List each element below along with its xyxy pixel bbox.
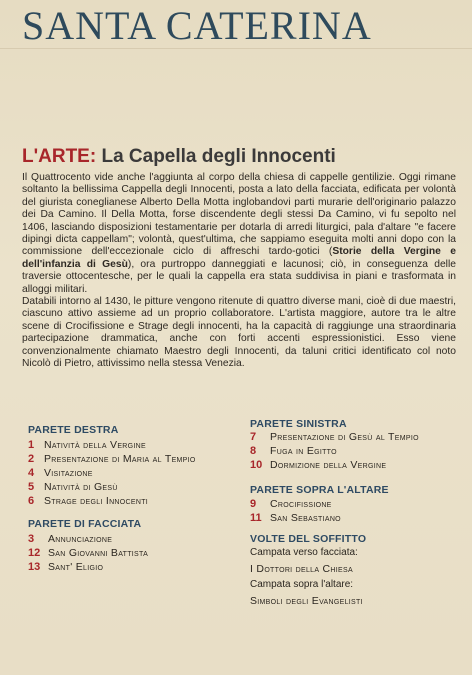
- list-item: [250, 497, 341, 511]
- item-label: Dormizione della Vergine: [270, 459, 387, 471]
- title-divider: [0, 48, 472, 49]
- item-number: 5: [28, 481, 35, 493]
- item-label: Fuga in Egitto: [270, 445, 337, 457]
- history-text-bold: Storie della Vergine e dell'infanzia di Gesù: [22, 246, 456, 270]
- volte-line: Campata sopra l'altare:: [250, 579, 354, 590]
- parete-destra-list: [28, 438, 196, 508]
- history-paragraph: [22, 172, 456, 296]
- list-item: [250, 458, 419, 472]
- item-label: Annunciazione: [48, 533, 113, 545]
- list-item: [28, 438, 196, 452]
- section-title-text: La Capella degli Innocenti: [96, 146, 336, 167]
- parete-altare-heading: PARETE SOPRA L'ALTARE: [250, 484, 389, 496]
- list-item: [28, 560, 148, 574]
- item-label: Presentazione di Gesù al Tempio: [270, 431, 419, 443]
- list-item: [250, 444, 419, 458]
- volte-line: Simboli degli Evangelisti: [250, 595, 363, 607]
- list-item: [28, 494, 196, 508]
- item-label: Natività della Vergine: [44, 439, 146, 451]
- parete-destra-heading: PARETE DESTRA: [28, 424, 119, 436]
- item-number: 6: [28, 495, 35, 507]
- item-number: 3: [28, 533, 35, 545]
- volte-line: Campata verso facciata:: [250, 547, 358, 558]
- parete-sinistra-heading: PARETE SINISTRA: [250, 418, 347, 430]
- history-text-1: Il Quattrocento vide anche l'aggiunta al corpo della chiesa di cappelle gentilizie. Oggi rimane soltanto la bellissima Cappella degli Innocenti, posta a lato della facciata, edificata per volontà del giurista coneglianese Alberto Della Motta inglobandovi parti murarie dell'originario palazzo dei Da Camino. Il Della Motta, forse discendente degli stessi Da Camino, vi fu sepolto nel 1406, lasciando disposizioni testamentarie per dotarla di arredi liturgici, pala d'altare "e facere dipingi dicta cappellam"; volontà, quest'ultima, che sappiamo eseguita molti anni dopo con la commissione dell'eccezionale ciclo di affreschi tardo-gotici (: [22, 172, 456, 258]
- item-number: 1: [28, 439, 35, 451]
- parete-sinistra-list: [250, 430, 419, 472]
- item-label: Presentazione di Maria al Tempio: [44, 453, 196, 465]
- item-number: 4: [28, 467, 35, 479]
- section-title: [22, 146, 336, 168]
- list-item: [28, 480, 196, 494]
- volte-block: [250, 533, 450, 609]
- item-number: 2: [28, 453, 35, 465]
- item-number: 13: [28, 561, 41, 573]
- attribution-paragraph: Databili intorno al 1430, le pitture vengono ritenute di quattro diverse mani, cioè di due maestri, ciascuno attivo assieme ad un proprio collaboratore. L'artista maggiore, autore tra le altre scene di Crocifissione e Strage degli innocenti, ha la capacità di raggiunge una straordinaria partecipazione drammatica, anche con forti accenti espressionistici. Esso viene convenzionalmente chiamato Maestro degli Innocenti, da taluni critici identificato col noto Nicolò di Pietro, attivissimo nella stessa Venezia.: [22, 296, 456, 370]
- item-label: Sant' Eligio: [48, 561, 104, 573]
- list-item: [250, 430, 419, 444]
- section-title-accent: L'ARTE:: [22, 146, 97, 167]
- item-label: Natività di Gesù: [44, 481, 118, 493]
- volte-line: I Dottori della Chiesa: [250, 563, 353, 575]
- item-label: Strage degli Innocenti: [44, 495, 149, 507]
- page-title: SANTA CATERINA: [22, 3, 372, 48]
- item-number: 11: [250, 512, 262, 524]
- list-item: [28, 466, 196, 480]
- item-number: 10: [250, 459, 263, 471]
- list-item: [28, 546, 148, 560]
- parete-facciata-list: [28, 532, 148, 574]
- list-item: [28, 452, 196, 466]
- item-number: 9: [250, 498, 257, 510]
- item-number: 12: [28, 547, 41, 559]
- item-number: 8: [250, 445, 257, 457]
- item-label: Crocifissione: [270, 498, 332, 510]
- parete-altare-list: [250, 497, 341, 525]
- item-label: Visitazione: [44, 467, 93, 479]
- item-label: San Sebastiano: [270, 512, 341, 524]
- list-item: [250, 511, 341, 525]
- parete-facciata-heading: PARETE DI FACCIATA: [28, 518, 142, 530]
- history-text-2: ), ora purtroppo danneggiati e lacunosi; ciò, in conseguenza delle traversie ottocentesche, per le quali la cappella era stata suddivisa in piani e trasformata in alloggi militari.: [22, 258, 456, 295]
- volte-heading: VOLTE DEL SOFFITTO: [250, 533, 367, 545]
- item-label: San Giovanni Battista: [48, 547, 149, 559]
- item-number: 7: [250, 431, 257, 443]
- list-item: [28, 532, 148, 546]
